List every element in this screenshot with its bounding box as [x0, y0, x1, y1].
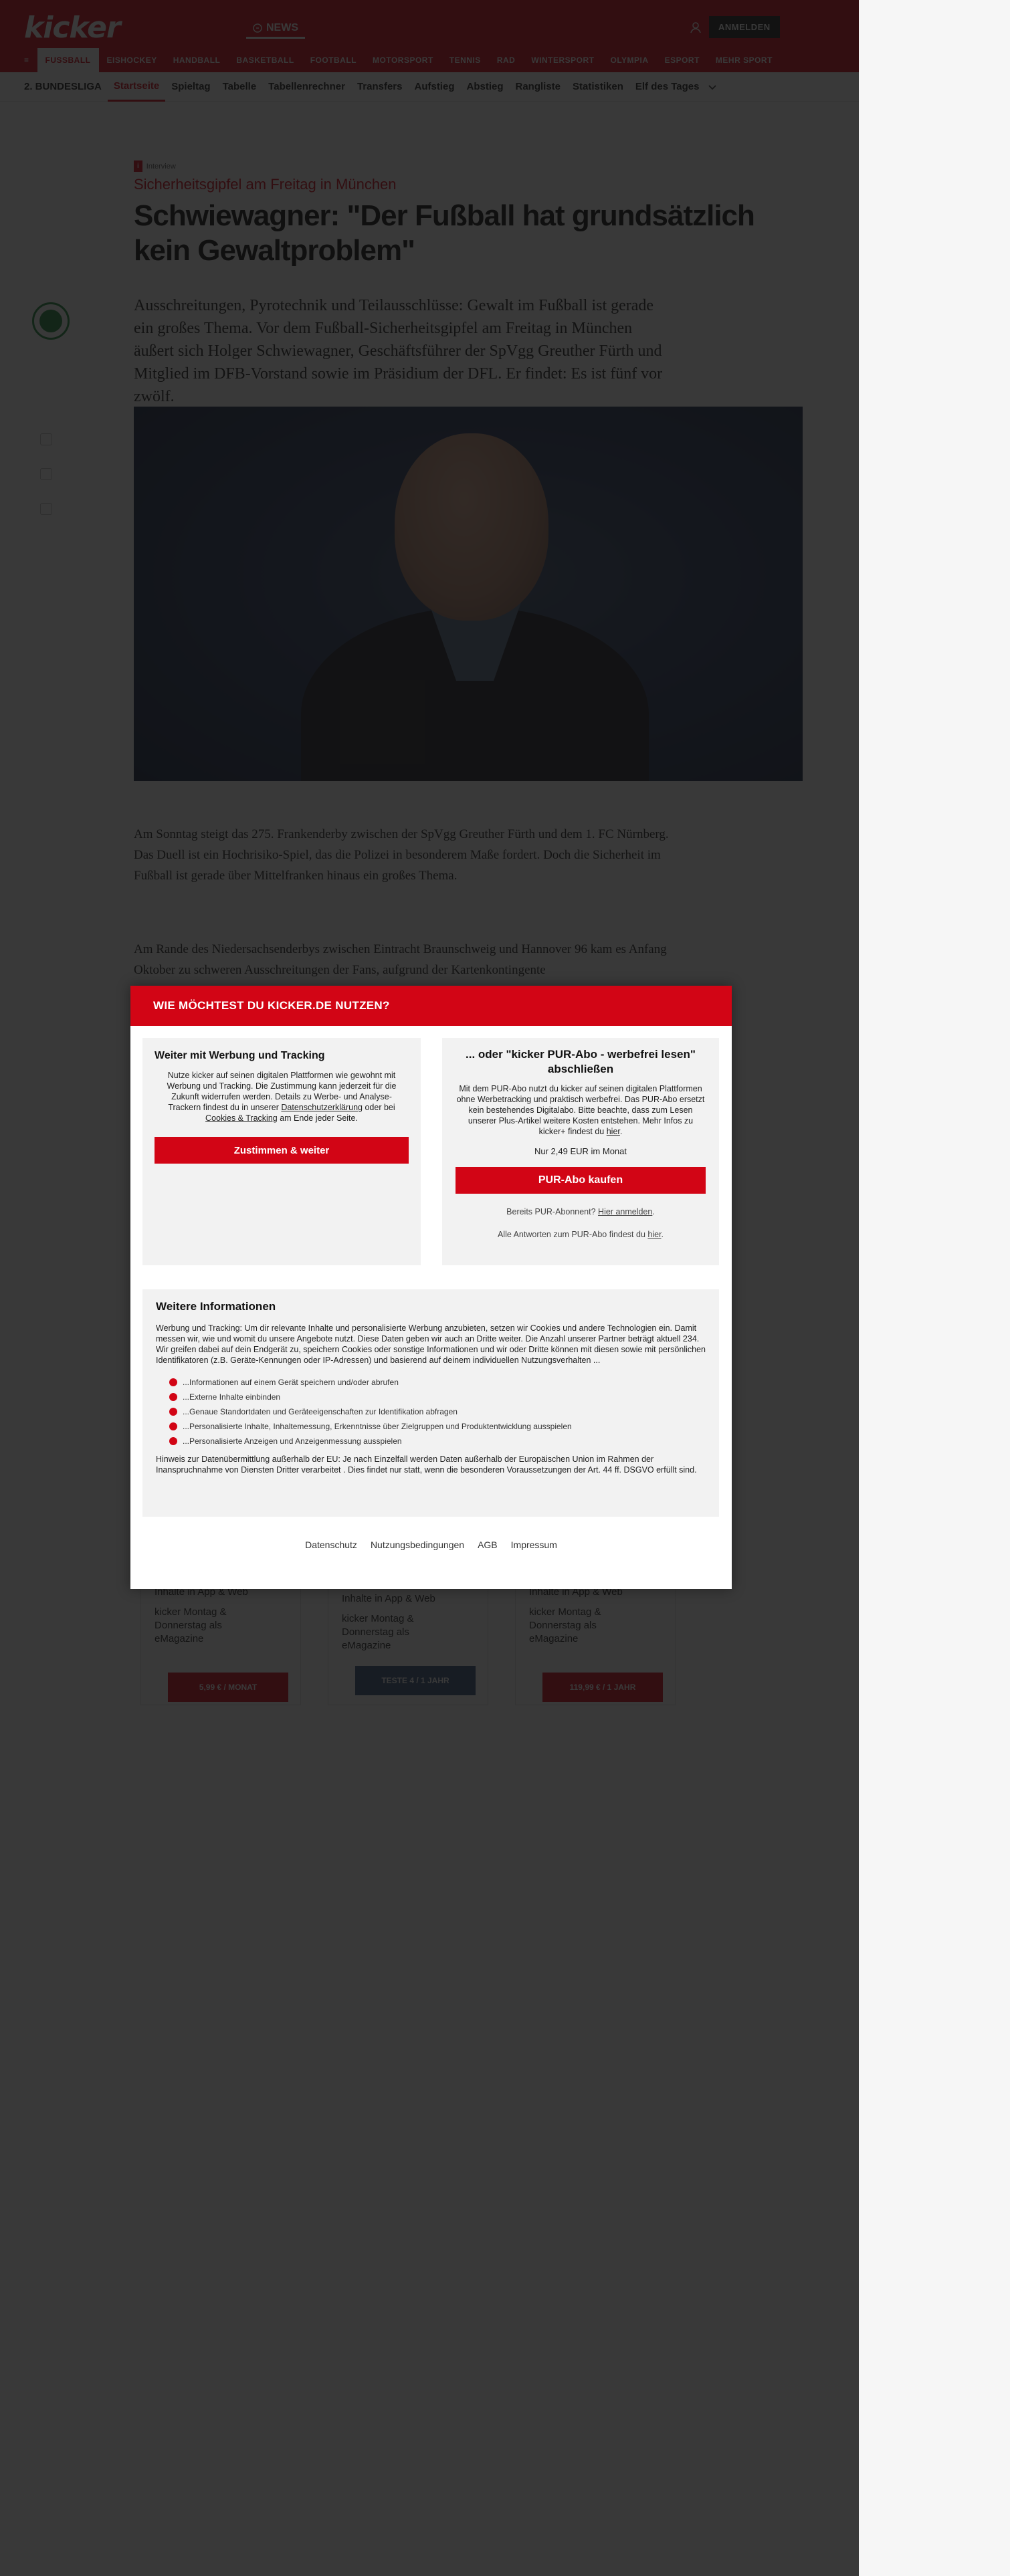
accept-text-part: am Ende jeder Seite.: [277, 1113, 358, 1123]
consent-pur-panel: [442, 1038, 719, 1265]
pur-text-part: Mit dem PUR-Abo nutzt du kicker auf seinen digitalen Plattformen ohne Werbetracking und praktisch werbefrei. Das PUR-Abo ersetzt kein bestehendes Digitalabo. Bitte beachte, dass zum Lesen unserer Plus-Artikel weitere Kosten entstehen. Mehr Infos zu kicker+ findest du: [456, 1084, 705, 1136]
consent-modal: [130, 986, 732, 1589]
pur-subscriber-text: Bereits PUR-Abonnent?: [506, 1207, 599, 1216]
purpose-item[interactable]: [169, 1404, 706, 1419]
consent-title: WIE MÖCHTEST DU KICKER.DE NUTZEN?: [130, 986, 732, 1026]
bullet-icon: [169, 1378, 177, 1386]
kicker-plus-info-link[interactable]: hier: [606, 1127, 620, 1136]
pur-price: Nur 2,49 EUR im Monat: [534, 1146, 627, 1156]
bullet-icon: [169, 1408, 177, 1416]
purpose-label: ...Personalisierte Anzeigen und Anzeigenmessung ausspielen: [183, 1436, 402, 1446]
purpose-label: ...Externe Inhalte einbinden: [183, 1392, 281, 1402]
pur-answers-text: Alle Antworten zum PUR-Abo findest du: [497, 1230, 648, 1239]
bullet-icon: [169, 1437, 177, 1445]
pur-heading: ... oder "kicker PUR-Abo - werbefrei lesen" abschließen: [466, 1048, 696, 1075]
footer-link-impressum[interactable]: Impressum: [510, 1539, 557, 1550]
page-gutter: [859, 0, 1010, 2576]
purpose-item[interactable]: [169, 1390, 706, 1404]
purpose-label: ...Informationen auf einem Gerät speichern und/oder abrufen: [183, 1378, 399, 1387]
accept-text: [155, 1070, 409, 1123]
privacy-policy-link[interactable]: Datenschutzerklärung: [281, 1103, 363, 1112]
purpose-list: [156, 1375, 706, 1448]
purpose-item[interactable]: [169, 1434, 706, 1448]
purpose-item[interactable]: [169, 1419, 706, 1434]
info-hint: Hinweis zur Datenübermittlung außerhalb der EU: Je nach Einzelfall werden Daten außerhalb der Europäischen Union im Rahmen der Inanspruchnahme von Diensten Dritter verarbeitet . Dies findet nur statt, wenn die besonderen Voraussetzungen der Art. 44 ff. DSGVO erfüllt sind.: [156, 1455, 697, 1475]
pur-answers-line: Alle Antworten zum PUR-Abo findest du hier.: [497, 1230, 664, 1239]
consent-info-panel: [142, 1289, 719, 1517]
purpose-label: ...Personalisierte Inhalte, Inhaltemessung, Erkenntnisse über Zielgruppen und Produktentwicklung ausspielen: [183, 1422, 572, 1431]
pur-buy-button[interactable]: PUR-Abo kaufen: [456, 1167, 706, 1194]
purpose-label: ...Genaue Standortdaten und Geräteeigenschaften zur Identifikation abfragen: [183, 1407, 458, 1416]
accept-button[interactable]: Zustimmen & weiter: [155, 1137, 409, 1164]
consent-accept-panel: [142, 1038, 421, 1265]
bullet-icon: [169, 1393, 177, 1401]
pur-text: Mit dem PUR-Abo nutzt du kicker auf seinen digitalen Plattformen ohne Werbetracking und praktisch werbefrei. Das PUR-Abo ersetzt kein bestehendes Digitalabo. Bitte beachte, dass zum Lesen unserer Plus-Artikel weitere Kosten entstehen. Mehr Infos zu kicker+ findest du hier.: [456, 1084, 705, 1136]
pur-subscriber-line: Bereits PUR-Abonnent? Hier anmelden.: [506, 1207, 655, 1216]
accept-text-part: Nutze kicker auf seinen digitalen Plattformen wie gewohnt mit Werbung und Tracking. Die Zustimmung kann jederzeit für die Zukunft widerrufen werden. Details zu Werbe- und Analyse-Trackern findest du in unserer: [167, 1071, 397, 1112]
bullet-icon: [169, 1422, 177, 1430]
accept-heading: Weiter mit Werbung und Tracking: [155, 1050, 325, 1061]
pur-login-link[interactable]: Hier anmelden: [598, 1207, 653, 1216]
purpose-item[interactable]: [169, 1375, 706, 1390]
info-text: Werbung und Tracking: Um dir relevante Inhalte und personalisierte Werbung anzubieten, setzen wir Cookies und andere Technologien ein. Damit messen wir, wie und womit du unsere Angebote nutzt. Diese Daten geben wir auch an Dritte weiter. Die Anzahl unserer Partner beträgt aktuell 234. Wir greifen dabei auf dein Endgerät zu, speichern Cookies oder sonstige Informationen und wir oder Dritte können mit diesen sowie mit persönlichen Identifikatoren (z.B. Geräte-Kennungen oder IP-Adressen) und basierend auf deinem individuellen Nutzungsverhalten ...: [156, 1323, 706, 1365]
consent-footer: [130, 1539, 732, 1550]
footer-link-agb[interactable]: AGB: [478, 1539, 498, 1550]
footer-link-nutzungsbedingungen[interactable]: Nutzungsbedingungen: [370, 1539, 465, 1550]
pur-faq-link[interactable]: hier: [647, 1230, 662, 1239]
info-heading: Weitere Informationen: [156, 1300, 276, 1313]
cookies-tracking-link[interactable]: Cookies & Tracking: [205, 1113, 278, 1123]
footer-link-datenschutz[interactable]: Datenschutz: [305, 1539, 357, 1550]
accept-text-part: oder bei: [363, 1103, 395, 1112]
